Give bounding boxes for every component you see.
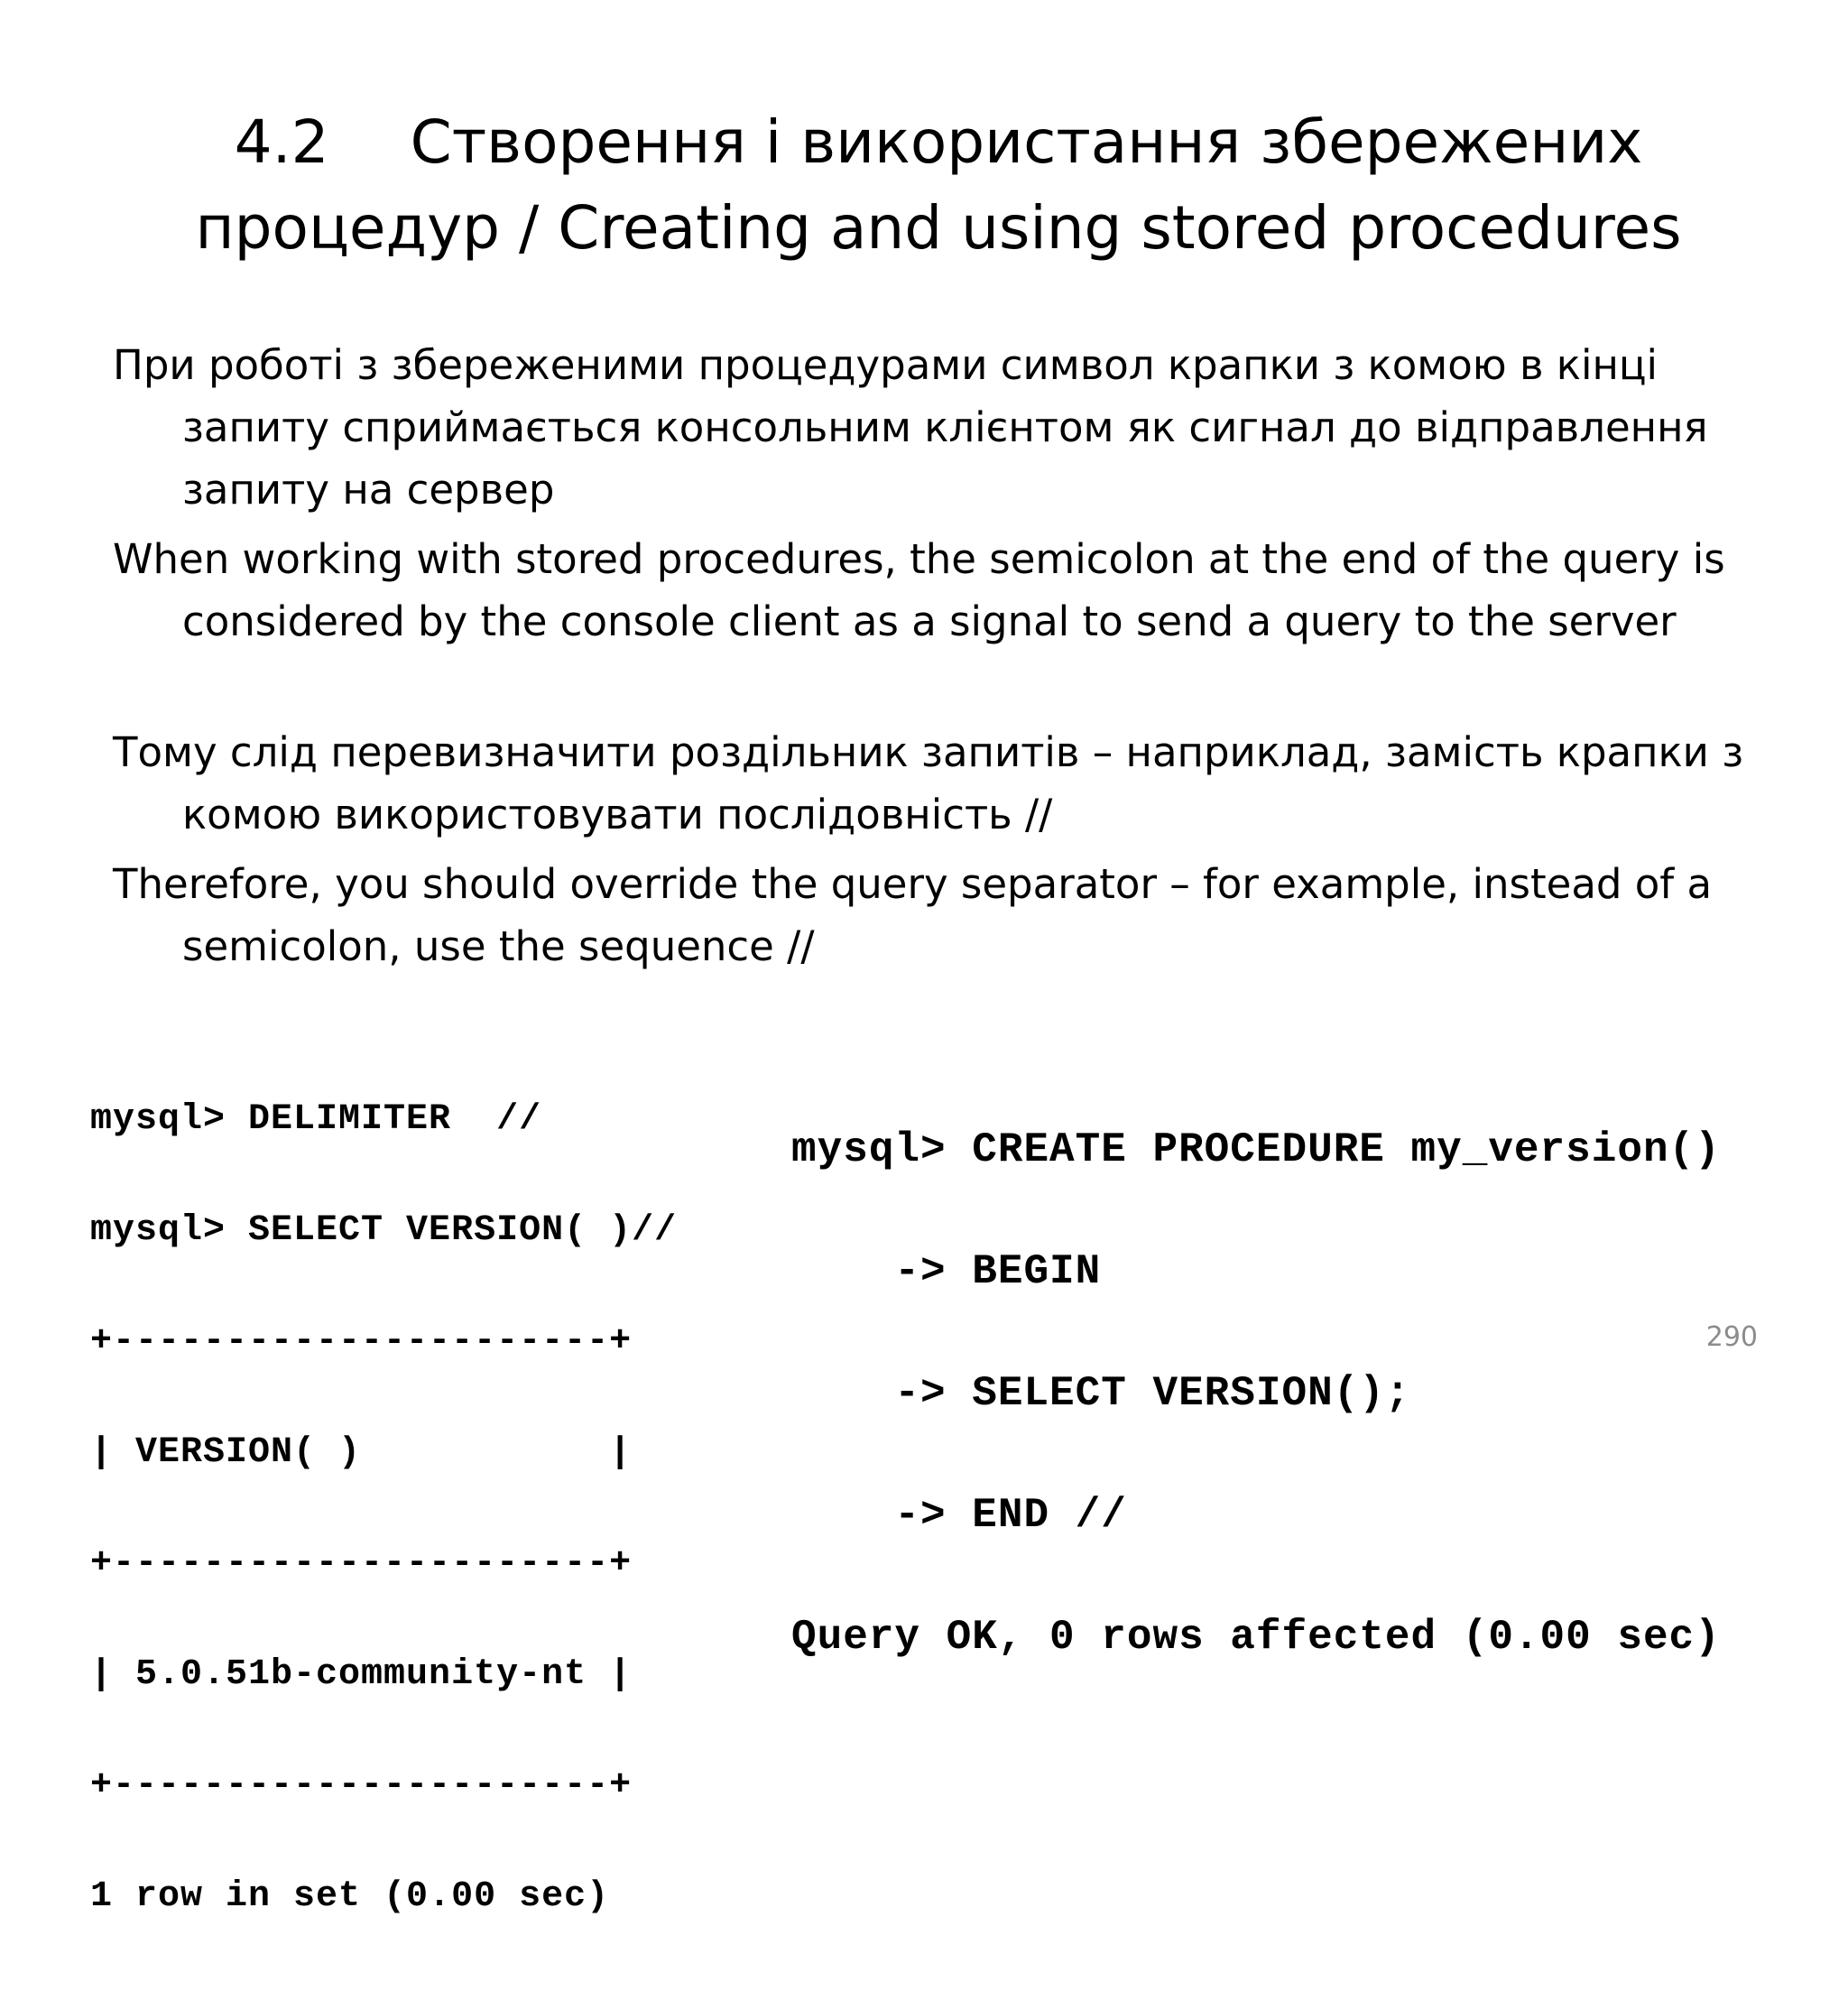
console-output-right [791, 1049, 1721, 1739]
console-line: -> SELECT VERSION(); [791, 1370, 1411, 1417]
console-line: mysql> CREATE PROCEDURE my_version() [791, 1126, 1721, 1173]
console-line: +----------------------+ [90, 1765, 633, 1806]
paragraph-english-1: When working with stored procedures, the semicolon at the end of the query is considered by the console client as a signal to send a query to the server [113, 535, 1725, 645]
page-number: 290 [1705, 1321, 1758, 1353]
section-number: 4.2 [234, 107, 329, 177]
console-line: | 5.0.51b-community-nt | [90, 1654, 633, 1695]
title-line-1: Створення і використання збережених [410, 107, 1643, 177]
slide-body [113, 334, 1791, 985]
console-line: mysql> SELECT VERSION( )// [90, 1210, 678, 1251]
console-output-left [90, 1027, 677, 1989]
console-line: mysql> DELIMITER // [90, 1099, 542, 1140]
console-line: +----------------------+ [90, 1543, 633, 1584]
console-line: | VERSION( ) | [90, 1432, 633, 1473]
console-line: 1 row in set (0.00 sec) [90, 1876, 610, 1917]
paragraph-ukrainian-1: При роботі з збереженими процедурами символ крапки з комою в кінці запиту сприймається консольним клієнтом як сигнал до відправлення запиту на сервер [113, 341, 1708, 514]
title-line-2: процедур / Creating and using stored procedures [195, 193, 1682, 263]
paragraph-english-2: Therefore, you should override the query separator – for example, instead of a semicolon, use the sequence // [113, 860, 1713, 970]
console-line: Query OK, 0 rows affected (0.00 sec) [791, 1614, 1721, 1661]
console-line: -> BEGIN [791, 1248, 1102, 1295]
slide-title [108, 99, 1769, 271]
console-line: +----------------------+ [90, 1321, 633, 1362]
paragraph-ukrainian-2: Тому слід перевизначити роздільник запитів – наприклад, замість крапки з комою використовувати послідовність // [113, 728, 1744, 838]
console-line: -> END // [791, 1492, 1127, 1539]
